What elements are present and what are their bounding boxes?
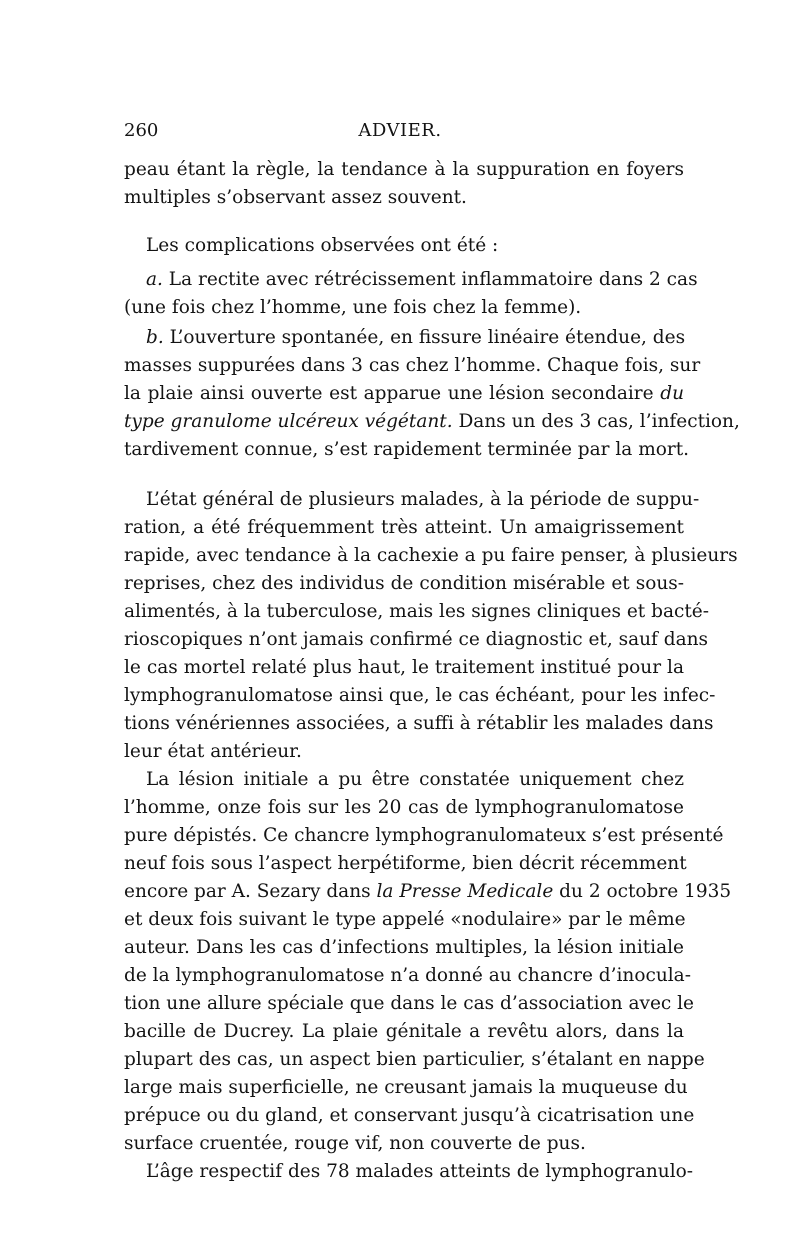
text-run: rapide, avec tendance à la cachexie a pu faire penser, à plusieurs <box>124 545 738 566</box>
text-line <box>124 850 687 878</box>
text-line <box>124 380 684 408</box>
text-run: encore par A. Sezary dans <box>124 881 377 902</box>
text-run: peau étant la règle, la tendance à la suppuration en foyers <box>124 159 684 180</box>
text-line <box>124 436 690 464</box>
text-line <box>124 1130 684 1158</box>
text-line <box>146 232 684 260</box>
text-run: La lésion initiale a pu être constatée uniquement chez <box>146 769 684 790</box>
text-run: surface cruentée, rouge vif, non couverte de pus. <box>124 1133 586 1154</box>
text-run: prépuce ou du gland, et conservant jusqu’à cicatrisation une <box>124 1105 695 1126</box>
text-line <box>146 324 684 352</box>
text-line <box>124 542 738 570</box>
text-line <box>124 934 684 962</box>
text-run: auteur. Dans les cas d’infections multiples, la lésion initiale <box>124 937 684 958</box>
text-line <box>124 514 684 542</box>
text-run: neuf fois sous l’aspect herpétiforme, bien décrit récemment <box>124 853 687 874</box>
text-run: lymphogranulomatose ainsi que, le cas échéant, pour les infec- <box>124 685 716 706</box>
text-run: (une fois chez l’homme, une fois chez la femme). <box>124 297 582 318</box>
text-line <box>146 266 698 294</box>
text-run: plupart des cas, un aspect bien particulier, s’étalant en nappe <box>124 1049 705 1070</box>
text-run: tardivement connue, s’est rapidement terminée par la mort. <box>124 439 690 460</box>
text-line <box>124 1046 705 1074</box>
text-line <box>124 962 691 990</box>
text-run: tion une allure spéciale que dans le cas d’association avec le <box>124 993 694 1014</box>
text-line <box>124 1074 688 1102</box>
text-run: L’état général de plusieurs malades, à la période de suppu- <box>146 489 700 510</box>
text-line <box>124 1018 684 1046</box>
text-run: L’ouverture spontanée, en fissure linéaire étendue, des <box>163 327 686 348</box>
italic-run: b. <box>146 327 164 348</box>
text-run: la plaie ainsi ouverte est apparue une lésion secondaire <box>124 383 661 404</box>
text-run: du 2 octobre 1935 <box>553 881 732 902</box>
text-line <box>124 738 684 766</box>
text-line <box>124 710 714 738</box>
text-run: reprises, chez des individus de condition misérable et sous- <box>124 573 684 594</box>
text-run: ration, a été fréquemment très atteint. Un amaigrissement <box>124 517 684 538</box>
text-line <box>124 352 701 380</box>
text-line <box>124 682 716 710</box>
text-line <box>146 1158 694 1186</box>
running-head: ADVIER. <box>358 120 442 141</box>
text-line <box>124 906 684 934</box>
text-line <box>124 794 684 822</box>
text-line <box>124 184 684 212</box>
text-line <box>124 990 694 1018</box>
text-run: le cas mortel relaté plus haut, le traitement institué pour la <box>124 657 684 678</box>
text-run: et deux fois suivant le type appelé «nodulaire» par le même <box>124 909 686 930</box>
text-line <box>124 294 684 322</box>
text-line <box>124 570 684 598</box>
text-run: leur état antérieur. <box>124 741 302 762</box>
text-run: pure dépistés. Ce chancre lymphogranulomateux s’est présenté <box>124 825 724 846</box>
text-line <box>124 408 740 436</box>
text-run: tions vénériennes associées, a suffi à rétablir les malades dans <box>124 713 714 734</box>
text-run: La rectite avec rétrécissement inflammatoire dans 2 cas <box>162 269 698 290</box>
text-line <box>146 486 700 514</box>
text-run: Les complications observées ont été : <box>146 235 499 256</box>
text-run: multiples s’observant assez souvent. <box>124 187 467 208</box>
text-run: rioscopiques n’ont jamais confirmé ce diagnostic et, sauf dans <box>124 629 709 650</box>
text-line <box>146 766 684 794</box>
text-run: alimentés, à la tuberculose, mais les signes cliniques et bacté- <box>124 601 709 622</box>
text-line <box>124 654 684 682</box>
text-run: bacille de Ducrey. La plaie génitale a revêtu alors, dans la <box>124 1021 684 1042</box>
text-run: de la lymphogranulomatose n’a donné au chancre d’inocula- <box>124 965 691 986</box>
text-line <box>124 822 724 850</box>
text-line <box>124 156 684 184</box>
text-run: masses suppurées dans 3 cas chez l’homme. Chaque fois, sur <box>124 355 701 376</box>
italic-run: du <box>660 383 684 404</box>
text-line <box>124 878 732 906</box>
text-line <box>124 598 709 626</box>
text-run: L’âge respectif des 78 malades atteints de lymphogranulo- <box>146 1161 694 1182</box>
text-line <box>124 626 709 654</box>
text-line <box>124 1102 695 1130</box>
text-run: Dans un des 3 cas, l’infection, <box>452 411 740 432</box>
text-run: large mais superficielle, ne creusant jamais la muqueuse du <box>124 1077 688 1098</box>
page-number: 260 <box>124 120 159 141</box>
italic-run: a. <box>146 269 163 290</box>
text-run: l’homme, onze fois sur les 20 cas de lymphogranulomatose <box>124 797 684 818</box>
italic-run: type granulome ulcéreux végétant. <box>124 411 453 432</box>
italic-run: la Presse Medicale <box>376 881 554 902</box>
